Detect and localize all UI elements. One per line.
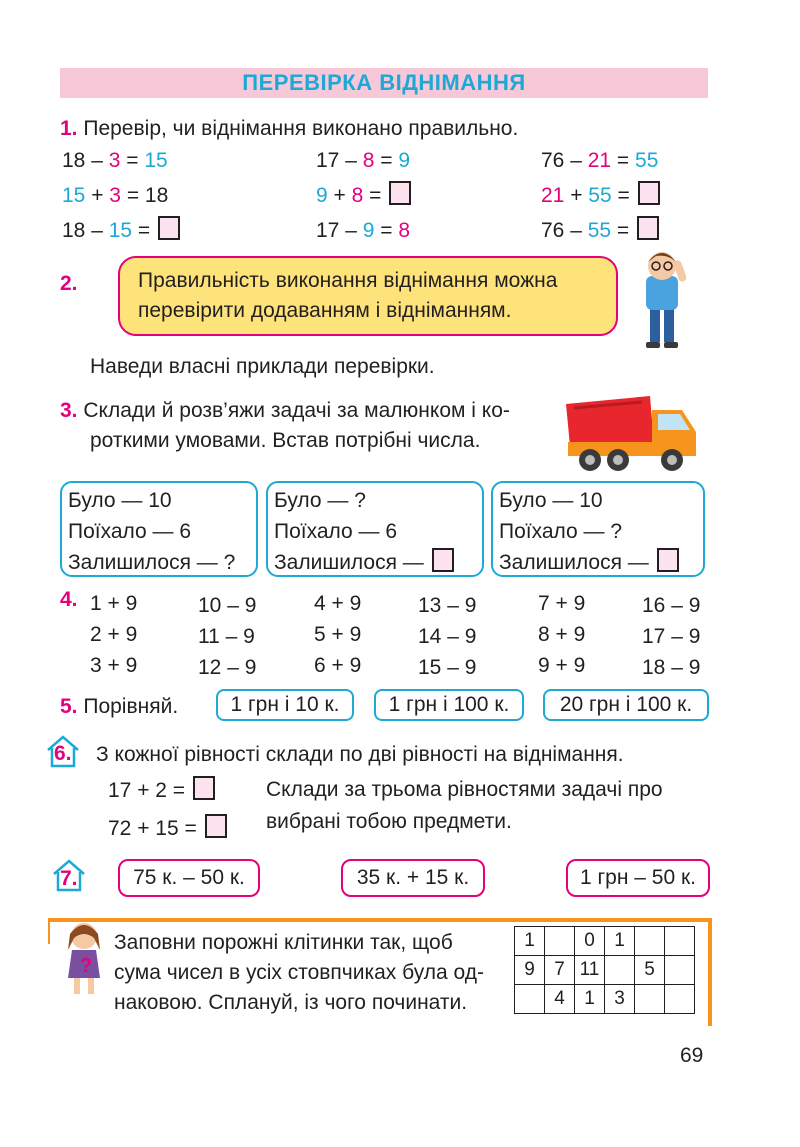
task1-number: 1. [60,117,78,140]
task1-col1-row3: 18 – 15 = [62,218,180,244]
expr-pill-2: 35 к. + 15 к. [341,859,485,897]
grid-cell[interactable]: 9 [515,956,545,985]
grid-cell[interactable]: 1 [575,985,605,1014]
grid-cell[interactable] [515,985,545,1014]
answer-box[interactable] [205,814,227,838]
task4-col-1: 1 + 9 2 + 9 3 + 9 [90,592,138,677]
task1-col1-row1: 18 – 3 = 15 [62,149,168,172]
condition-card-3: Було — 10 Поїхало — ? Залишилося — [491,481,705,577]
task6-text: З кожної рівності склади по дві рівності на віднімання. [96,743,624,766]
task2-text: Наведи власні приклади перевірки. [90,355,435,378]
answer-box[interactable] [193,776,215,800]
answer-box[interactable] [638,181,660,205]
task1-col2-row3: 17 – 9 = 8 [316,219,411,242]
task1-col3-row1: 76 – 21 = 55 [541,149,659,172]
grid-row [515,927,695,956]
task4-col-2: 10 – 9 11 – 9 12 – 9 [198,594,257,679]
question-mark-icon: ? [80,955,93,977]
task1-text: Перевір, чи віднімання виконано правильно. [83,117,519,140]
task5-heading [60,694,178,720]
number-grid [514,926,695,1014]
task1-col3-row3: 76 – 55 = [541,218,659,244]
grid-cell[interactable] [665,985,695,1014]
grid-cell[interactable]: 11 [575,956,605,985]
task4-col-4: 13 – 9 14 – 9 15 – 9 [418,594,477,679]
puzzle-text: Заповни порожні клітинки так, щоб сума чисел в усіх стовпчиках була од- наковою. Сплануй, із чого починати. [114,931,484,1014]
task3-line-2: роткими умовами. Встав потрібні числа. [90,429,481,452]
task6-number: 6. [54,742,72,765]
grid-cell[interactable] [605,956,635,985]
girl-illustration [60,920,110,998]
grid-row [515,956,695,985]
task1-col2-row1: 17 – 8 = 9 [316,149,411,172]
condition-card-1: Було — 10 Поїхало — 6 Залишилося — ? [60,481,258,577]
grid-cell[interactable]: 1 [515,927,545,956]
task1-heading [60,116,518,142]
task1-col3-row2: 21 + 55 = [541,183,660,209]
task5-text: Порівняй. [83,695,179,718]
task4-col-6: 16 – 9 17 – 9 18 – 9 [642,594,701,679]
task4-col-3: 4 + 9 5 + 9 6 + 9 [314,592,362,677]
task2-number: 2. [60,272,78,295]
rule-line-1: Правильність виконання віднімання можна [138,269,558,292]
expr-pill-3: 1 грн – 50 к. [566,859,710,897]
task1-col2-row2: 9 + 8 = [316,183,411,209]
answer-box[interactable] [432,548,454,572]
task4-col-5: 7 + 9 8 + 9 9 + 9 [538,592,586,677]
grid-cell[interactable]: 0 [575,927,605,956]
grid-cell[interactable]: 5 [635,956,665,985]
grid-cell[interactable] [665,927,695,956]
grid-cell[interactable]: 3 [605,985,635,1014]
compare-pill-3: 20 грн і 100 к. [543,689,709,721]
task3-number: 3. [60,399,78,422]
boy-illustration [632,246,694,356]
task3-line-1: 3. Склади й розв’яжи задачі за малюнком і ко- [60,399,510,422]
task1-col1-row2: 15 + 3 = 18 [62,184,169,207]
grid-cell[interactable] [635,927,665,956]
task5-number: 5. [60,695,78,718]
grid-row [515,985,695,1014]
task6-eq-2: 72 + 15 = [108,816,227,842]
task4-number: 4. [60,588,78,611]
rule-line-2: перевірити додаванням і відніманням. [138,299,512,322]
task7-number: 7. [60,867,78,890]
grid-cell[interactable]: 4 [545,985,575,1014]
grid-cell[interactable] [545,927,575,956]
answer-box[interactable] [637,216,659,240]
answer-box[interactable] [657,548,679,572]
answer-box[interactable] [389,181,411,205]
compare-pill-1: 1 грн і 10 к. [216,689,354,721]
grid-cell[interactable] [665,956,695,985]
rule-callout [118,256,618,336]
condition-card-2: Було — ? Поїхало — 6 Залишилося — [266,481,484,577]
task6-eq-1: 17 + 2 = [108,778,215,804]
grid-cell[interactable] [635,985,665,1014]
task6-side-text: Склади за трьома рівностями задачі про вибрані тобою предмети. [266,778,663,833]
expr-pill-1: 75 к. – 50 к. [118,859,260,897]
compare-pill-2: 1 грн і 100 к. [374,689,524,721]
page-number: 69 [680,1044,704,1067]
page-title: ПЕРЕВІРКА ВІДНІМАННЯ [242,70,526,95]
answer-box[interactable] [158,216,180,240]
truck-illustration [562,384,700,476]
grid-cell[interactable]: 1 [605,927,635,956]
grid-cell[interactable]: 7 [545,956,575,985]
